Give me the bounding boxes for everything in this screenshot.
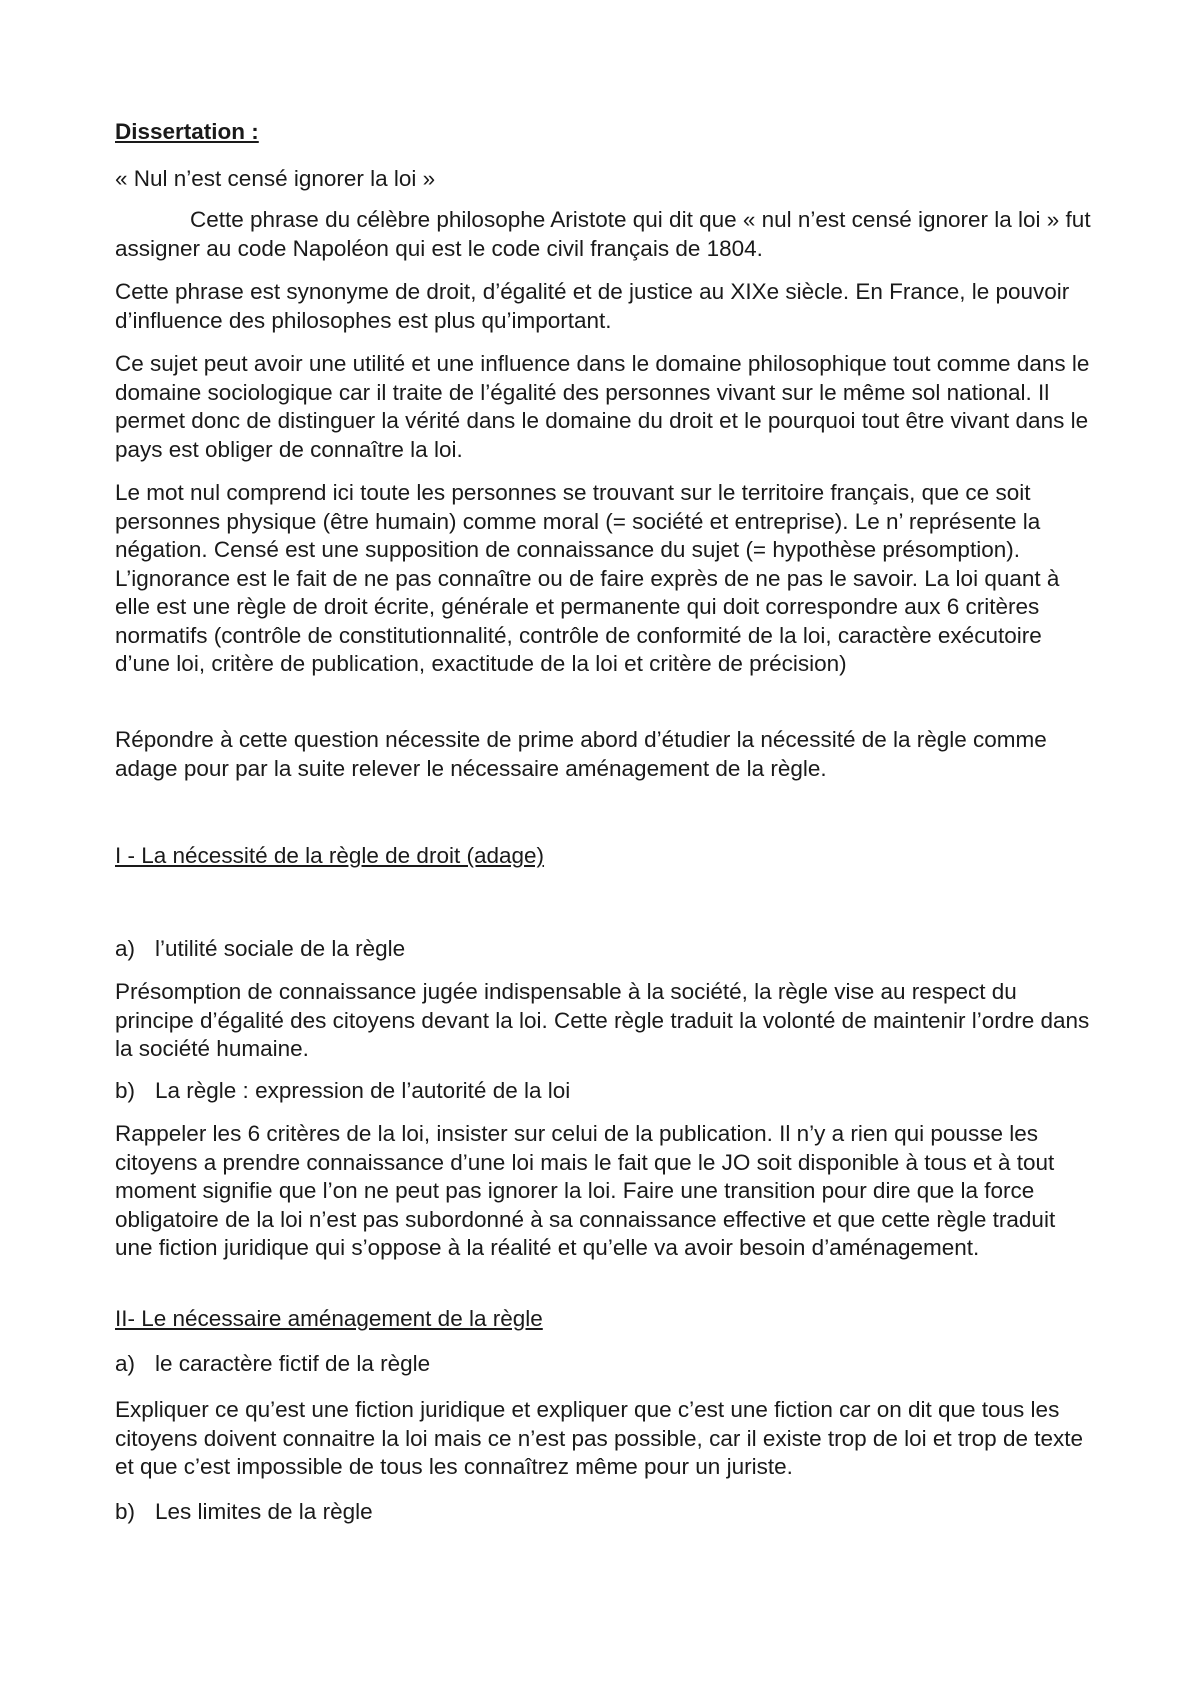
part-1-heading: I - La nécessité de la règle de droit (adage): [115, 843, 545, 868]
part-2-a-marker: a): [115, 1351, 136, 1376]
intro-paragraph-4: Le mot nul comprend ici toute les personnes se trouvant sur le territoire français, que ce soit personnes physique (être humain) comme moral (= société et entreprise). Le n’ représente la négation. Censé est une supposition de connaissance du sujet (= hypothèse présomption). L’ignorance est le fait de ne pas connaître ou de faire exprès de ne pas le savoir. La loi quant à elle est une règle de droit écrite, générale et permanente qui doit correspondre aux 6 critères normatifs (contrôle de constitutionnalité, contrôle de conformité de la loi, caractère exécutoire d’une loi, critère de publication, exactitude de la loi et critère de précision): [115, 480, 1060, 676]
part-1-b-marker: b): [115, 1078, 136, 1103]
document-title: Dissertation :: [115, 119, 259, 144]
intro-paragraph-1: Cette phrase du célèbre philosophe Aristote qui dit que « nul n’est censé ignorer la loi » fut assigner au code Napoléon qui est le code civil français de 1804.: [115, 207, 1091, 261]
intro-paragraph-3: Ce sujet peut avoir une utilité et une influence dans le domaine philosophique tout comme dans le domaine sociologique car il traite de l’égalité des personnes vivant sur le même sol national. Il permet donc de distinguer la vérité dans le domaine du droit et le pourquoi tout être vivant dans le pays est obliger de connaître la loi.: [115, 351, 1090, 462]
part-2-b-subheading: [115, 1498, 1095, 1527]
part-1-a-paragraph: Présomption de connaissance jugée indispensable à la société, la règle vise au respect du principe d’égalité des citoyens devant la loi. Cette règle traduit la volonté de maintenir l’ordre dans la société humaine.: [115, 979, 1090, 1061]
part-2-a-title: le caractère fictif de la règle: [155, 1351, 431, 1376]
intro-paragraph-5: Répondre à cette question nécessite de prime abord d’étudier la nécessité de la règle comme adage pour par la suite relever le nécessaire aménagement de la règle.: [115, 727, 1047, 781]
part-2-a-subheading: [115, 1350, 1095, 1379]
part-2-heading: II- Le nécessaire aménagement de la règle: [115, 1306, 543, 1331]
part-1-a-subheading: [115, 935, 1095, 964]
intro-paragraph-2: Cette phrase est synonyme de droit, d’égalité et de justice au XIXe siècle. En France, le pouvoir d’influence des philosophes est plus qu’important.: [115, 279, 1070, 333]
part-2-a-paragraph: Expliquer ce qu’est une fiction juridique et expliquer que c’est une fiction car on dit que tous les citoyens doivent connaitre la loi mais ce n’est pas possible, car il existe trop de loi et trop de texte et que c’est impossible de tous les connaîtrez même pour un juriste.: [115, 1397, 1084, 1479]
part-1-b-title: La règle : expression de l’autorité de la loi: [155, 1078, 571, 1103]
part-1-a-marker: a): [115, 936, 136, 961]
part-1-b-subheading: [115, 1077, 1095, 1106]
part-2-b-title: Les limites de la règle: [155, 1499, 373, 1524]
part-1-b-paragraph: Rappeler les 6 critères de la loi, insister sur celui de la publication. Il n’y a rien qui pousse les citoyens a prendre connaissance d’une loi mais le fait que le JO soit disponible à tous et à tout moment signifie que l’on ne peut pas ignorer la loi. Faire une transition pour dire que la force obligatoire de la loi n’est pas subordonné à sa connaissance effective et que cette règle traduit une fiction juridique qui s’oppose à la réalité et qu’elle va avoir besoin d’aménagement.: [115, 1121, 1056, 1260]
part-2-b-marker: b): [115, 1499, 136, 1524]
part-1-a-title: l’utilité sociale de la règle: [155, 936, 406, 961]
subject-quote: « Nul n’est censé ignorer la loi »: [115, 166, 436, 191]
